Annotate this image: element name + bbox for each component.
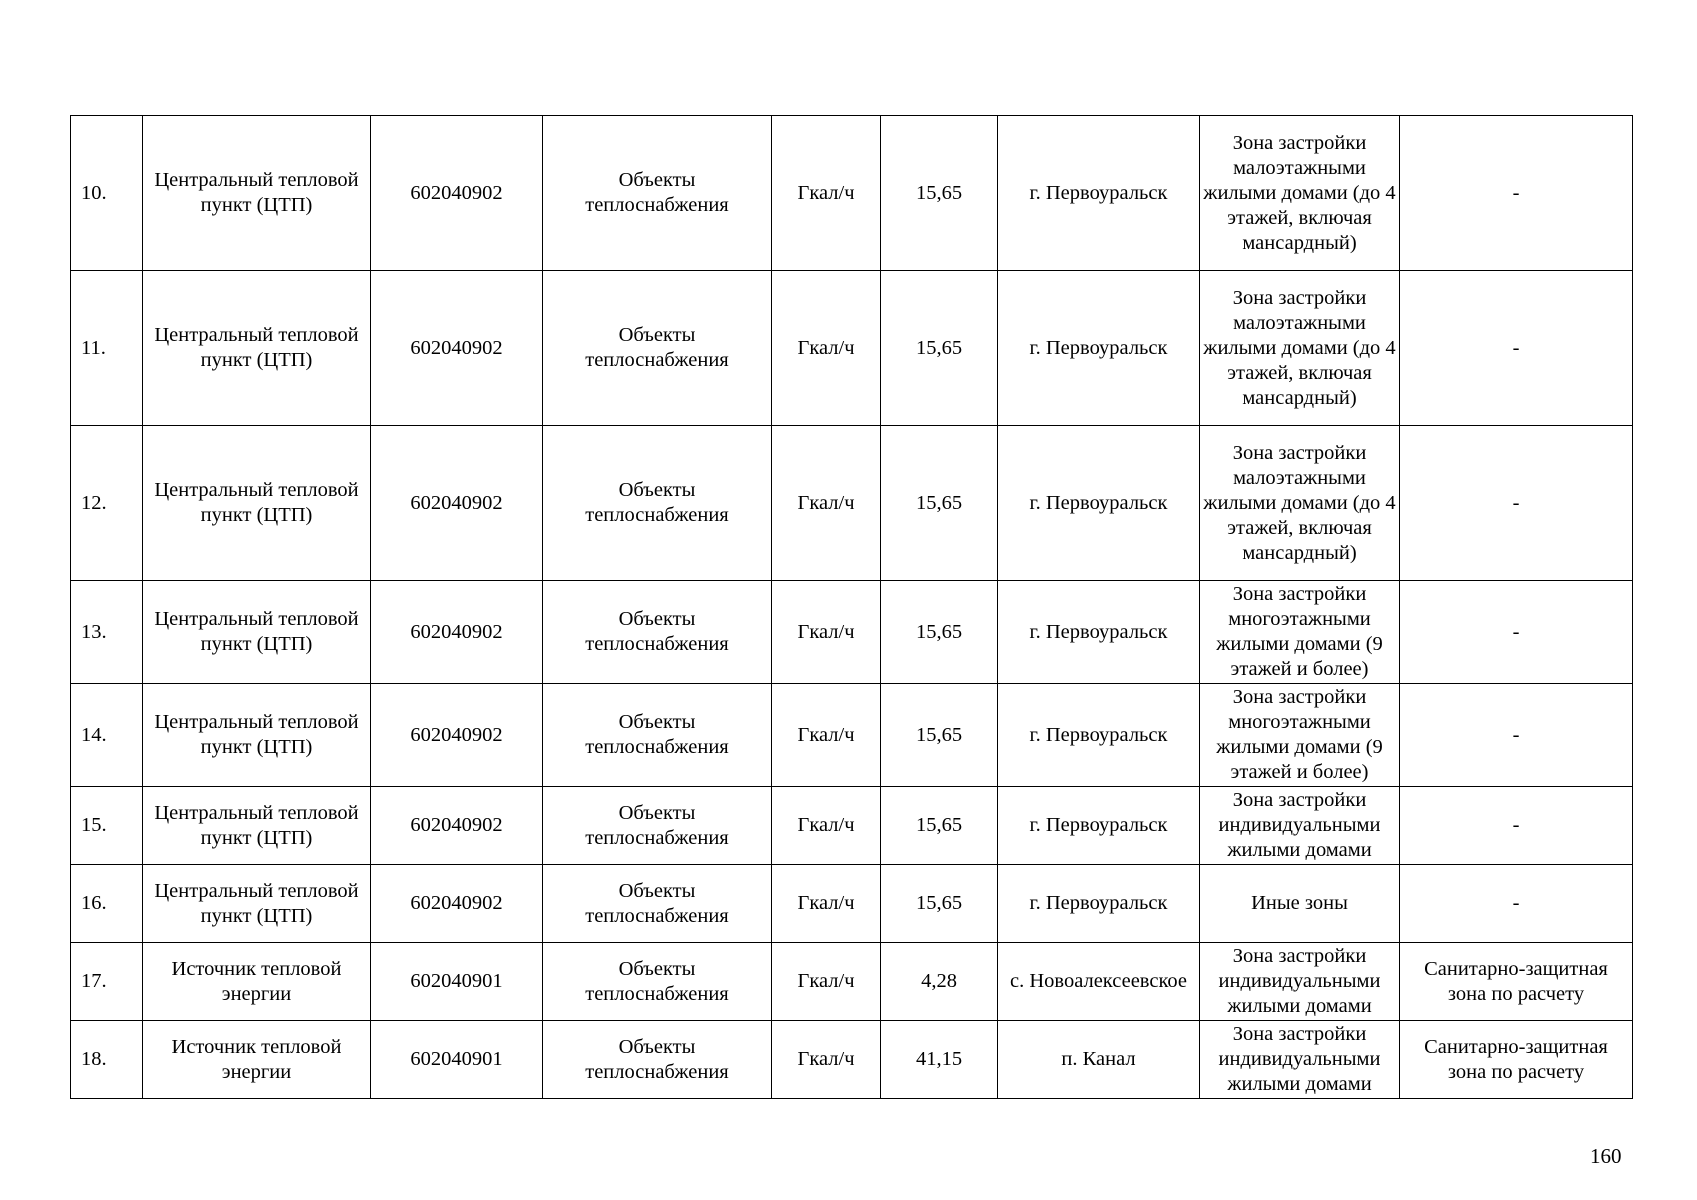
zone-cell: Зона застройки индивидуальными жилыми домами	[1200, 943, 1400, 1021]
object-type-cell: Объекты теплоснабжения	[543, 271, 772, 426]
table-body	[71, 116, 1633, 1099]
unit-cell: Гкал/ч	[772, 1021, 881, 1099]
object-code-cell: 602040902	[371, 787, 543, 865]
object-name-cell: Центральный тепловой пункт (ЦТП)	[143, 865, 371, 943]
object-type-cell: Объекты теплоснабжения	[543, 116, 772, 271]
object-name-cell: Центральный тепловой пункт (ЦТП)	[143, 684, 371, 787]
location-cell: г. Первоуральск	[998, 426, 1200, 581]
object-type-cell: Объекты теплоснабжения	[543, 684, 772, 787]
zone-cell: Зона застройки малоэтажными жилыми домами (до 4 этажей, включая мансардный)	[1200, 426, 1400, 581]
object-name-cell: Источник тепловой энергии	[143, 943, 371, 1021]
value-cell: 15,65	[881, 271, 998, 426]
object-type-cell: Объекты теплоснабжения	[543, 426, 772, 581]
unit-cell: Гкал/ч	[772, 865, 881, 943]
object-code-cell: 602040902	[371, 271, 543, 426]
row-number-cell: 17.	[71, 943, 143, 1021]
objects-table	[70, 115, 1633, 1099]
value-cell: 15,65	[881, 116, 998, 271]
row-number-cell: 18.	[71, 1021, 143, 1099]
object-type-cell: Объекты теплоснабжения	[543, 865, 772, 943]
location-cell: г. Первоуральск	[998, 787, 1200, 865]
table-row	[71, 426, 1633, 581]
object-name-cell: Источник тепловой энергии	[143, 1021, 371, 1099]
location-cell: с. Новоалексеевское	[998, 943, 1200, 1021]
row-number-cell: 14.	[71, 684, 143, 787]
location-cell: г. Первоуральск	[998, 116, 1200, 271]
sanitary-zone-cell: -	[1400, 116, 1633, 271]
value-cell: 15,65	[881, 787, 998, 865]
row-number-cell: 15.	[71, 787, 143, 865]
location-cell: г. Первоуральск	[998, 271, 1200, 426]
object-code-cell: 602040902	[371, 426, 543, 581]
object-code-cell: 602040902	[371, 581, 543, 684]
object-name-cell: Центральный тепловой пункт (ЦТП)	[143, 581, 371, 684]
sanitary-zone-cell: -	[1400, 426, 1633, 581]
row-number-cell: 16.	[71, 865, 143, 943]
table-row	[71, 787, 1633, 865]
object-code-cell: 602040902	[371, 684, 543, 787]
object-type-cell: Объекты теплоснабжения	[543, 1021, 772, 1099]
row-number-cell: 10.	[71, 116, 143, 271]
sanitary-zone-cell: -	[1400, 684, 1633, 787]
zone-cell: Зона застройки многоэтажными жилыми домами (9 этажей и более)	[1200, 684, 1400, 787]
unit-cell: Гкал/ч	[772, 943, 881, 1021]
object-code-cell: 602040901	[371, 1021, 543, 1099]
table-row	[71, 1021, 1633, 1099]
table-row	[71, 684, 1633, 787]
object-name-cell: Центральный тепловой пункт (ЦТП)	[143, 116, 371, 271]
zone-cell: Зона застройки многоэтажными жилыми домами (9 этажей и более)	[1200, 581, 1400, 684]
table-row	[71, 116, 1633, 271]
page-number: 160	[1590, 1144, 1622, 1168]
table-row	[71, 865, 1633, 943]
sanitary-zone-cell: Санитарно-защитная зона по расчету	[1400, 1021, 1633, 1099]
table-row	[71, 943, 1633, 1021]
object-code-cell: 602040902	[371, 865, 543, 943]
zone-cell: Зона застройки малоэтажными жилыми домами (до 4 этажей, включая мансардный)	[1200, 271, 1400, 426]
unit-cell: Гкал/ч	[772, 116, 881, 271]
sanitary-zone-cell: -	[1400, 865, 1633, 943]
location-cell: г. Первоуральск	[998, 581, 1200, 684]
unit-cell: Гкал/ч	[772, 581, 881, 684]
row-number-cell: 12.	[71, 426, 143, 581]
row-number-cell: 13.	[71, 581, 143, 684]
zone-cell: Зона застройки индивидуальными жилыми домами	[1200, 787, 1400, 865]
value-cell: 15,65	[881, 684, 998, 787]
location-cell: г. Первоуральск	[998, 865, 1200, 943]
sanitary-zone-cell: -	[1400, 271, 1633, 426]
object-name-cell: Центральный тепловой пункт (ЦТП)	[143, 426, 371, 581]
sanitary-zone-cell: -	[1400, 787, 1633, 865]
object-code-cell: 602040901	[371, 943, 543, 1021]
value-cell: 4,28	[881, 943, 998, 1021]
table-row	[71, 271, 1633, 426]
sanitary-zone-cell: Санитарно-защитная зона по расчету	[1400, 943, 1633, 1021]
row-number-cell: 11.	[71, 271, 143, 426]
sanitary-zone-cell: -	[1400, 581, 1633, 684]
unit-cell: Гкал/ч	[772, 426, 881, 581]
object-type-cell: Объекты теплоснабжения	[543, 787, 772, 865]
object-name-cell: Центральный тепловой пункт (ЦТП)	[143, 787, 371, 865]
value-cell: 41,15	[881, 1021, 998, 1099]
unit-cell: Гкал/ч	[772, 271, 881, 426]
object-name-cell: Центральный тепловой пункт (ЦТП)	[143, 271, 371, 426]
value-cell: 15,65	[881, 581, 998, 684]
zone-cell: Зона застройки индивидуальными жилыми домами	[1200, 1021, 1400, 1099]
object-type-cell: Объекты теплоснабжения	[543, 581, 772, 684]
object-code-cell: 602040902	[371, 116, 543, 271]
table-row	[71, 581, 1633, 684]
location-cell: г. Первоуральск	[998, 684, 1200, 787]
location-cell: п. Канал	[998, 1021, 1200, 1099]
zone-cell: Иные зоны	[1200, 865, 1400, 943]
value-cell: 15,65	[881, 865, 998, 943]
object-type-cell: Объекты теплоснабжения	[543, 943, 772, 1021]
unit-cell: Гкал/ч	[772, 684, 881, 787]
value-cell: 15,65	[881, 426, 998, 581]
unit-cell: Гкал/ч	[772, 787, 881, 865]
zone-cell: Зона застройки малоэтажными жилыми домами (до 4 этажей, включая мансардный)	[1200, 116, 1400, 271]
